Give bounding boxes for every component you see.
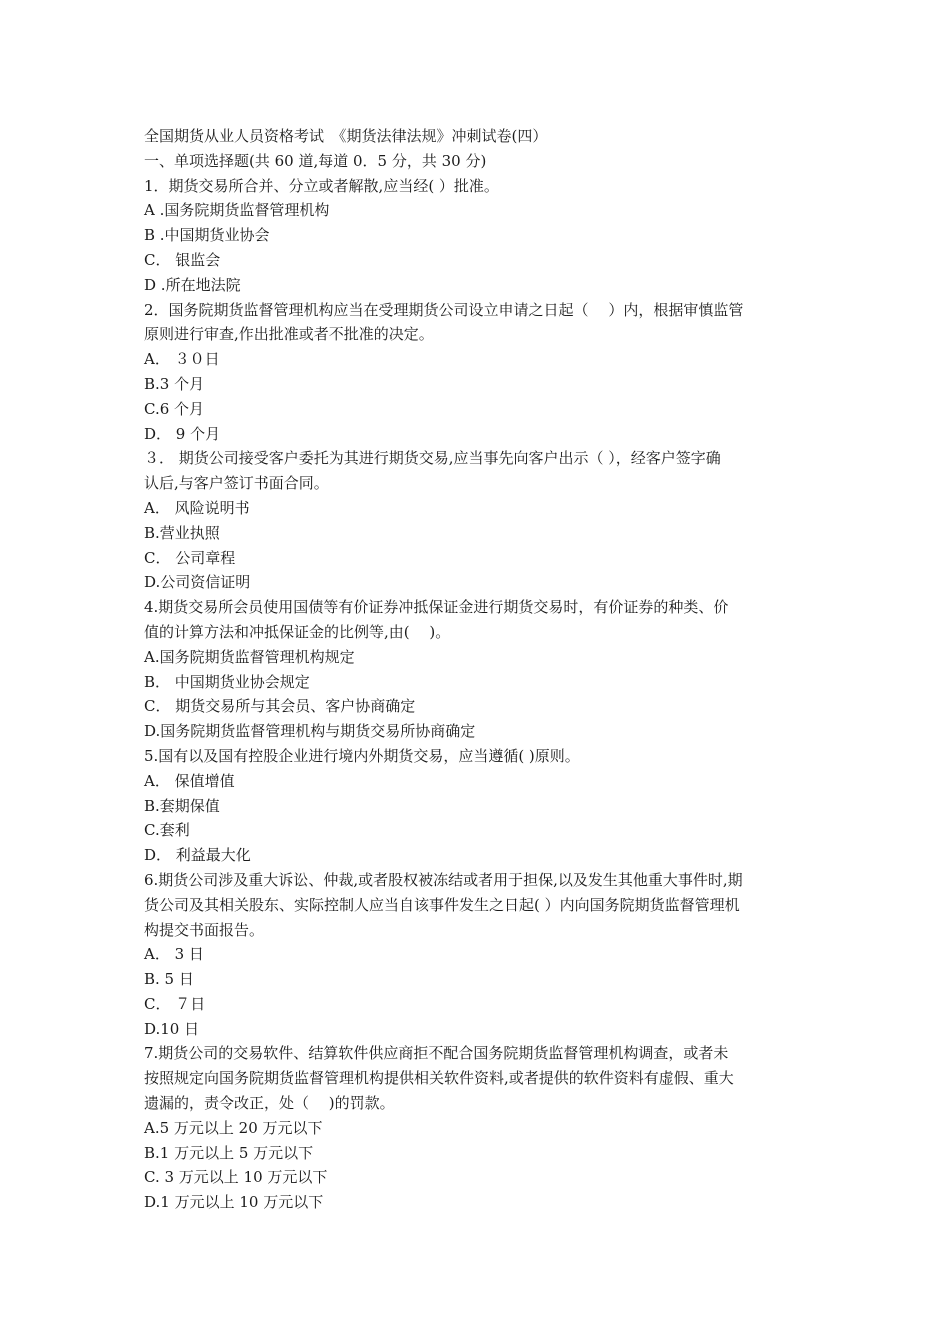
option-a: A． 3 日 [144, 945, 204, 964]
option-d: D .所在地法院 [144, 275, 241, 294]
option-c: C． 期货交易所与其会员、客户协商确定 [144, 697, 416, 716]
question-text: 6.期货公司涉及重大诉讼、仲裁,或者股权被冻结或者用于担保,以及发生其他重大事件时,期 [144, 870, 743, 889]
option-d: D． 利益最大化 [144, 846, 251, 865]
question-3 [144, 446, 810, 595]
question-text: 2．国务院期货监督管理机构应当在受理期货公司设立申请之日起（ ）内，根据审慎监管 [144, 300, 744, 319]
question-text: 1．期货交易所合并、分立或者解散,应当经( ）批准。 [144, 176, 499, 195]
option-b: B .中国期货业协会 [144, 226, 270, 245]
option-b: B.营业执照 [144, 523, 220, 542]
option-a: A .国务院期货监督管理机构 [144, 201, 330, 220]
option-c: C． 公司章程 [144, 548, 236, 567]
question-text: 值的计算方法和冲抵保证金的比例等,由( )。 [144, 622, 451, 641]
option-c: C. 3 万元以上 10 万元以下 [144, 1168, 328, 1187]
option-d: D.1 万元以上 10 万元以下 [144, 1193, 324, 1212]
question-text: 4.期货交易所会员使用国债等有价证券冲抵保证金进行期货交易时，有价证券的种类、价 [144, 598, 729, 617]
option-c: C.套利 [144, 821, 190, 840]
question-text: 构提交书面报告。 [144, 920, 265, 939]
option-c: C.6 个月 [144, 399, 205, 418]
question-text: 认后,与客户签订书面合同。 [144, 474, 329, 493]
question-text: 遗漏的，责令改正，处（ )的罚款。 [144, 1094, 395, 1113]
question-text: 7.期货公司的交易软件、结算软件供应商拒不配合国务院期货监督管理机构调查，或者未 [144, 1044, 729, 1063]
option-c: C． 银监会 [144, 250, 221, 269]
option-a: A． 保值增值 [144, 771, 235, 790]
question-5 [144, 744, 810, 868]
option-b: B. 5 日 [144, 970, 194, 989]
question-text: 原则进行审查,作出批准或者不批准的决定。 [144, 325, 434, 344]
document-page [144, 124, 810, 1215]
question-text: 按照规定向国务院期货监督管理机构提供相关软件资料,或者提供的软件资料有虚假、重大 [144, 1069, 734, 1088]
option-c: C． ７日 [144, 994, 206, 1013]
option-b: B． 中国期货业协会规定 [144, 672, 310, 691]
option-d: D． 9 个月 [144, 424, 221, 443]
option-d: D.国务院期货监督管理机构与期货交易所协商确定 [144, 722, 476, 741]
question-2 [144, 298, 810, 447]
option-b: B.套期保值 [144, 796, 220, 815]
option-d: D.10 日 [144, 1019, 200, 1038]
option-a: A.5 万元以上 20 万元以下 [144, 1118, 323, 1137]
option-a: A． ３０日 [144, 350, 220, 369]
option-a: A． 风险说明书 [144, 498, 250, 517]
question-7 [144, 1041, 810, 1215]
question-text: ３． 期货公司接受客户委托为其进行期货交易,应当事先向客户出示（ ），经客户签字确 [144, 449, 721, 468]
section-heading: 一、单项选择题(共 60 道,每道 0．5 分，共 30 分) [144, 151, 487, 170]
question-text: 货公司及其相关股东、实际控制人应当自该事件发生之日起( ）内向国务院期货监督管理机 [144, 895, 740, 914]
option-a: A.国务院期货监督管理机构规定 [144, 647, 355, 666]
option-d: D.公司资信证明 [144, 573, 251, 592]
question-6 [144, 868, 810, 1042]
document-title: 全国期货从业人员资格考试 《期货法律法规》冲刺试卷(四） [144, 127, 548, 145]
option-b: B.1 万元以上 5 万元以下 [144, 1143, 314, 1162]
question-text: 5.国有以及国有控股企业进行境内外期货交易，应当遵循( )原则。 [144, 746, 580, 765]
option-b: B.3 个月 [144, 374, 205, 393]
question-4 [144, 595, 810, 744]
question-1 [144, 174, 810, 298]
